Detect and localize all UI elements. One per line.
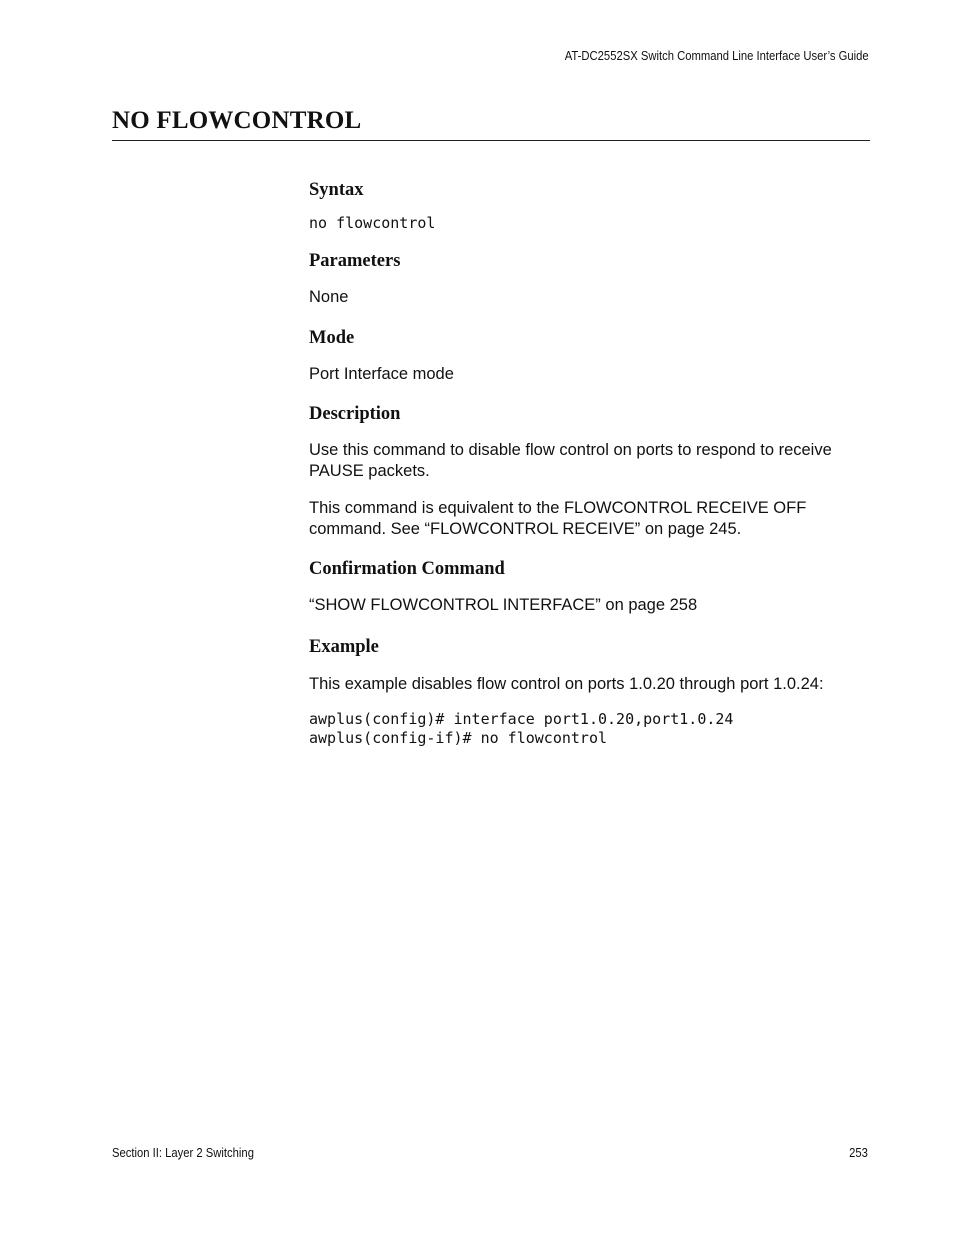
example-code-line-2: awplus(config-if)# no flowcontrol bbox=[309, 729, 608, 747]
example-text: This example disables flow control on ports 1.0.20 through port 1.0.24: bbox=[309, 674, 824, 693]
description-paragraph-2: This command is equivalent to the FLOWCONTROL RECEIVE OFF command. See “FLOWCONTROL RECEIVE” on page 245. bbox=[309, 499, 807, 538]
example-heading: Example bbox=[309, 636, 379, 657]
content-column bbox=[309, 178, 870, 748]
example-code-block bbox=[309, 710, 870, 748]
parameters-text: None bbox=[309, 288, 349, 306]
syntax-heading: Syntax bbox=[309, 180, 364, 200]
mode-text: Port Interface mode bbox=[309, 364, 454, 383]
footer-page-number: 253 bbox=[849, 1146, 868, 1160]
description-paragraph-1: Use this command to disable flow control on ports to respond to receive PAUSE packets. bbox=[309, 441, 832, 480]
example-code-line-1: awplus(config)# interface port1.0.20,port1.0.24 bbox=[309, 710, 734, 728]
parameters-heading: Parameters bbox=[309, 251, 401, 271]
page-title: NO FLOWCONTROL bbox=[112, 107, 362, 134]
confirmation-text: “SHOW FLOWCONTROL INTERFACE” on page 258 bbox=[309, 596, 698, 614]
title-rule bbox=[112, 140, 870, 141]
footer-section: Section II: Layer 2 Switching bbox=[112, 1146, 254, 1160]
confirmation-heading: Confirmation Command bbox=[309, 559, 505, 579]
mode-heading: Mode bbox=[309, 327, 355, 348]
syntax-code: no flowcontrol bbox=[309, 214, 436, 232]
running-header: AT-DC2552SX Switch Command Line Interface User’s Guide bbox=[565, 49, 869, 63]
description-heading: Description bbox=[309, 404, 401, 424]
